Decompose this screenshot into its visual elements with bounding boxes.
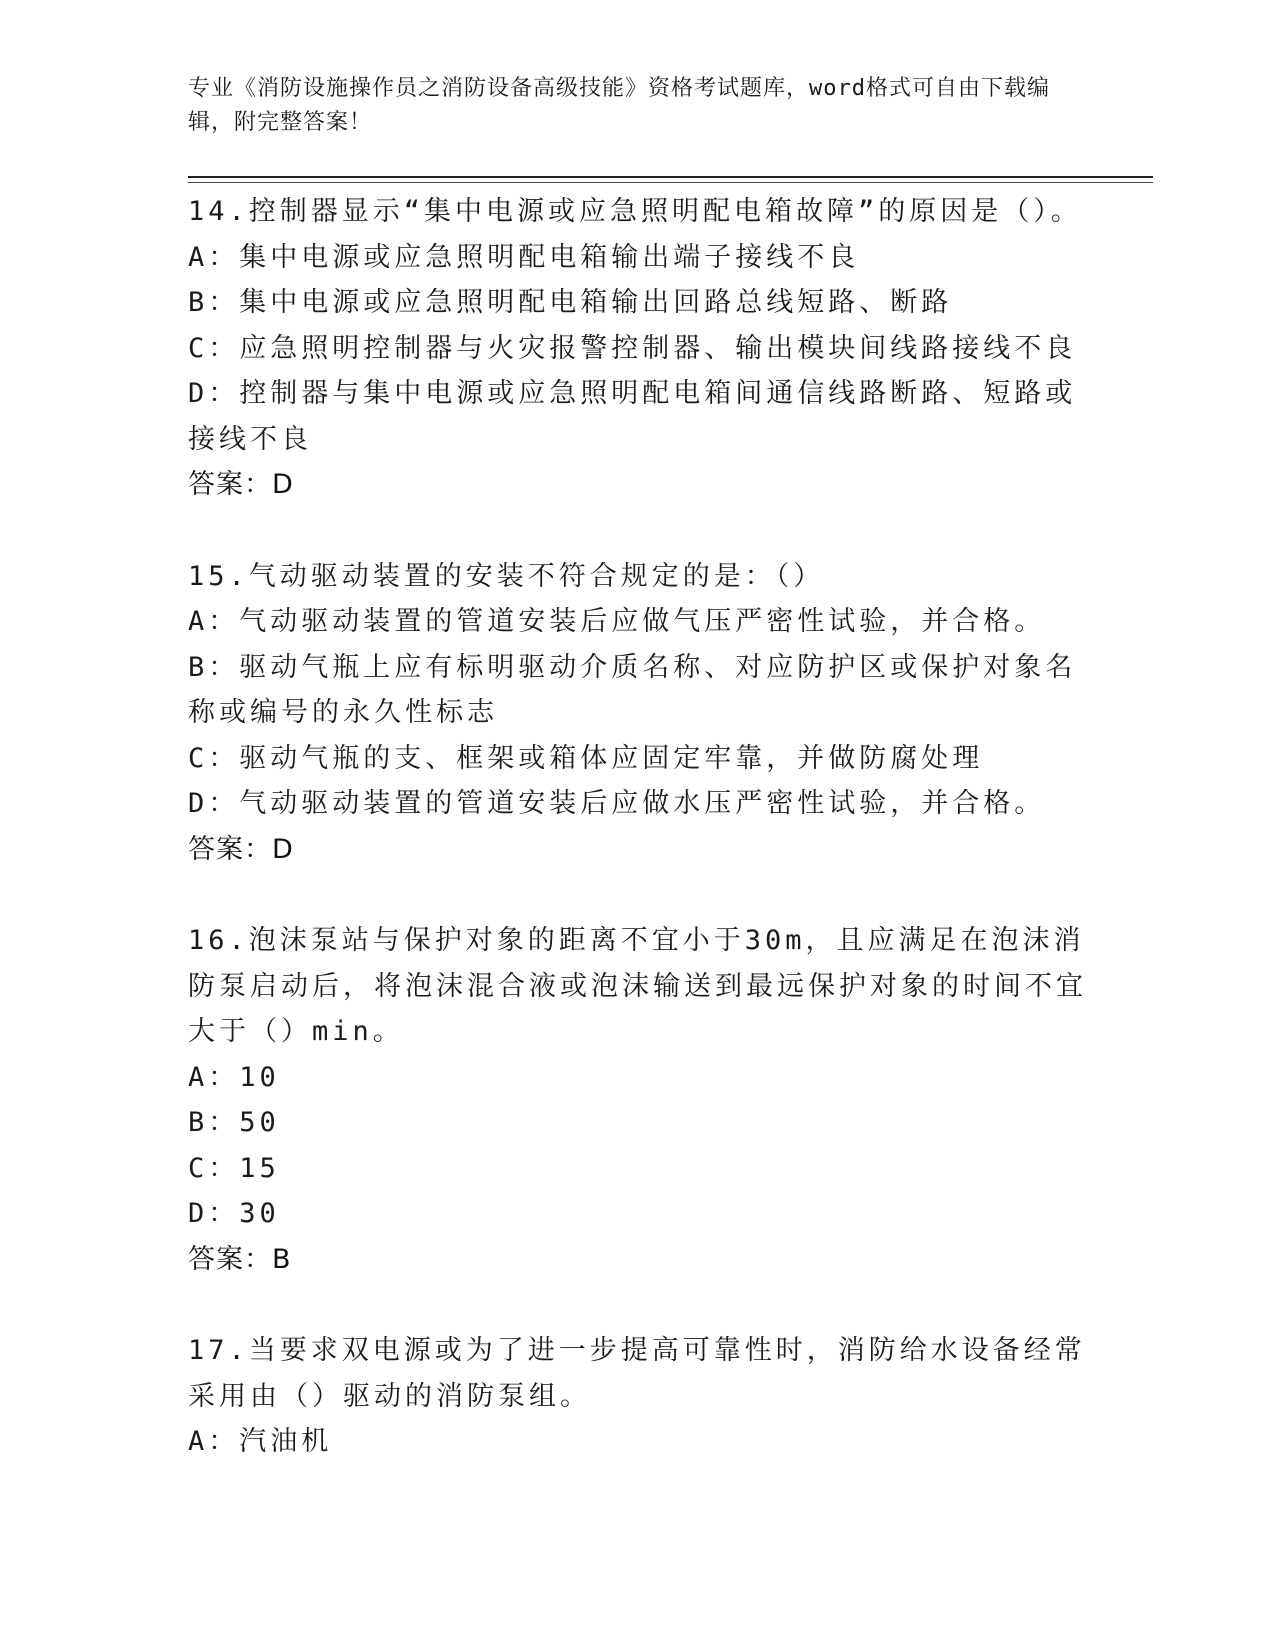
option-a: A：汽油机 <box>188 1426 333 1457</box>
question-15 <box>188 554 1088 873</box>
answer-line: 答案：D <box>188 833 294 865</box>
question-stem: 15.气动驱动装置的安装不符合规定的是：（） <box>188 560 825 592</box>
question-stem: 17.当要求双电源或为了进一步提高可靠性时，消防给水设备经常采用由（）驱动的消防泵组。 <box>188 1335 1086 1412</box>
question-17 <box>188 1328 1088 1465</box>
document-header: 专业《消防设施操作员之消防设备高级技能》资格考试题库，word格式可自由下载编辑，附完整答案！ <box>188 76 1050 135</box>
option-c: C：15 <box>188 1152 280 1184</box>
answer-line: 答案：D <box>188 469 294 500</box>
question-stem: 16.泡沫泵站与保护对象的距离不宜小于30m，且应满足在泡沫消防泵启动后，将泡沫混合液或泡沫输送到最远保护对象的时间不宜大于（）min。 <box>188 925 1087 1047</box>
question-14 <box>188 189 1088 508</box>
option-c: C：应急照明控制器与火灾报警控制器、输出模块间线路接线不良 <box>188 332 1077 364</box>
option-b: B：集中电源或应急照明配电箱输出回路总线短路、断路 <box>188 287 953 318</box>
header-divider-secondary <box>188 182 1153 183</box>
question-list <box>188 189 1088 1511</box>
answer-line: 答案：B <box>188 1243 292 1275</box>
question-16 <box>188 918 1088 1282</box>
option-b: B：50 <box>188 1107 280 1138</box>
option-d: D：30 <box>188 1198 280 1229</box>
option-d: D：控制器与集中电源或应急照明配电箱间通信线路断路、短路或接线不良 <box>188 378 1077 455</box>
question-stem: 14.控制器显示“集中电源或应急照明配电箱故障”的原因是（）。 <box>188 196 1082 227</box>
option-d: D：气动驱动装置的管道安装后应做水压严密性试验，并合格。 <box>188 788 1046 819</box>
option-a: A：集中电源或应急照明配电箱输出端子接线不良 <box>188 241 860 273</box>
option-c: C：驱动气瓶的支、框架或箱体应固定牢靠，并做防腐处理 <box>188 742 984 774</box>
option-a: A：10 <box>188 1061 280 1093</box>
header-divider <box>188 176 1153 178</box>
option-a: A：气动驱动装置的管道安装后应做气压严密性试验，并合格。 <box>188 606 1046 637</box>
option-b: B：驱动气瓶上应有标明驱动介质名称、对应防护区或保护对象名称或编号的永久性标志 <box>188 651 1077 728</box>
